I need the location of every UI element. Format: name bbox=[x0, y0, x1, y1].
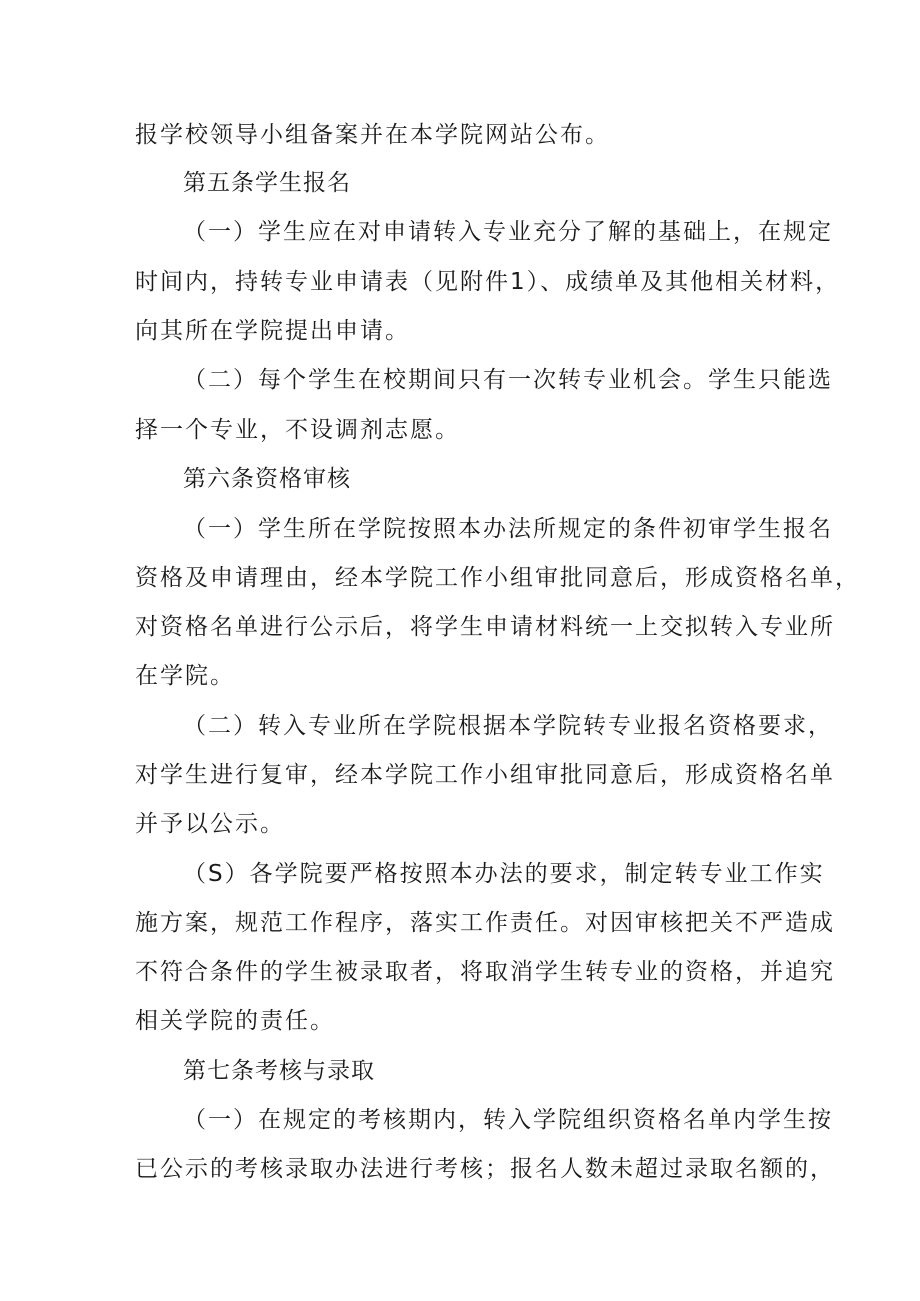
paragraph-line: 相关学院的责任。 bbox=[135, 1008, 335, 1034]
paragraph-line: 对学生进行复审，经本学院工作小组审批同意后，形成资格名单 bbox=[135, 762, 835, 788]
paragraph-line: （S）各学院要严格按照本办法的要求，制定转专业工作实 bbox=[183, 861, 825, 887]
paragraph-line: 择一个专业，不设调剂志愿。 bbox=[135, 417, 460, 443]
paragraph-line: 向其所在学院提出申请。 bbox=[135, 318, 410, 344]
paragraph-line: 在学院。 bbox=[135, 663, 235, 689]
paragraph-line: （二）转入专业所在学院根据本学院转专业报名资格要求， bbox=[183, 713, 833, 739]
article-heading-7: 第七条考核与录取 bbox=[183, 1058, 375, 1084]
article-heading-5: 第五条学生报名 bbox=[183, 170, 351, 196]
paragraph-line: （一）学生所在学院按照本办法所规定的条件初审学生报名 bbox=[183, 516, 833, 542]
paragraph-line: 已公示的考核录取办法进行考核；报名人数未超过录取名额的， bbox=[135, 1156, 835, 1182]
paragraph-line: 对资格名单进行公示后，将学生申请材料统一上交拟转入专业所 bbox=[135, 614, 835, 640]
paragraph-line: 报学校领导小组备案并在本学院网站公布。 bbox=[135, 122, 610, 148]
paragraph-line: 不符合条件的学生被录取者，将取消学生转专业的资格，并追究 bbox=[135, 959, 835, 985]
paragraph-line: 资格及申请理由，经本学院工作小组审批同意后，形成资格名单， bbox=[135, 565, 860, 591]
paragraph-line: 施方案，规范工作程序，落实工作责任。对因审核把关不严造成 bbox=[135, 910, 835, 936]
paragraph-line: 时间内，持转专业申请表（见附件1）、成绩单及其他相关材料， bbox=[135, 269, 841, 295]
paragraph-line: （二）每个学生在校期间只有一次转专业机会。学生只能选 bbox=[183, 367, 833, 393]
paragraph-line: （一）学生应在对申请转入专业充分了解的基础上，在规定 bbox=[183, 219, 833, 245]
article-heading-6: 第六条资格审核 bbox=[183, 466, 351, 492]
paragraph-line: 并予以公示。 bbox=[135, 811, 285, 837]
paragraph-line: （一）在规定的考核期内，转入学院组织资格名单内学生按 bbox=[183, 1107, 833, 1133]
